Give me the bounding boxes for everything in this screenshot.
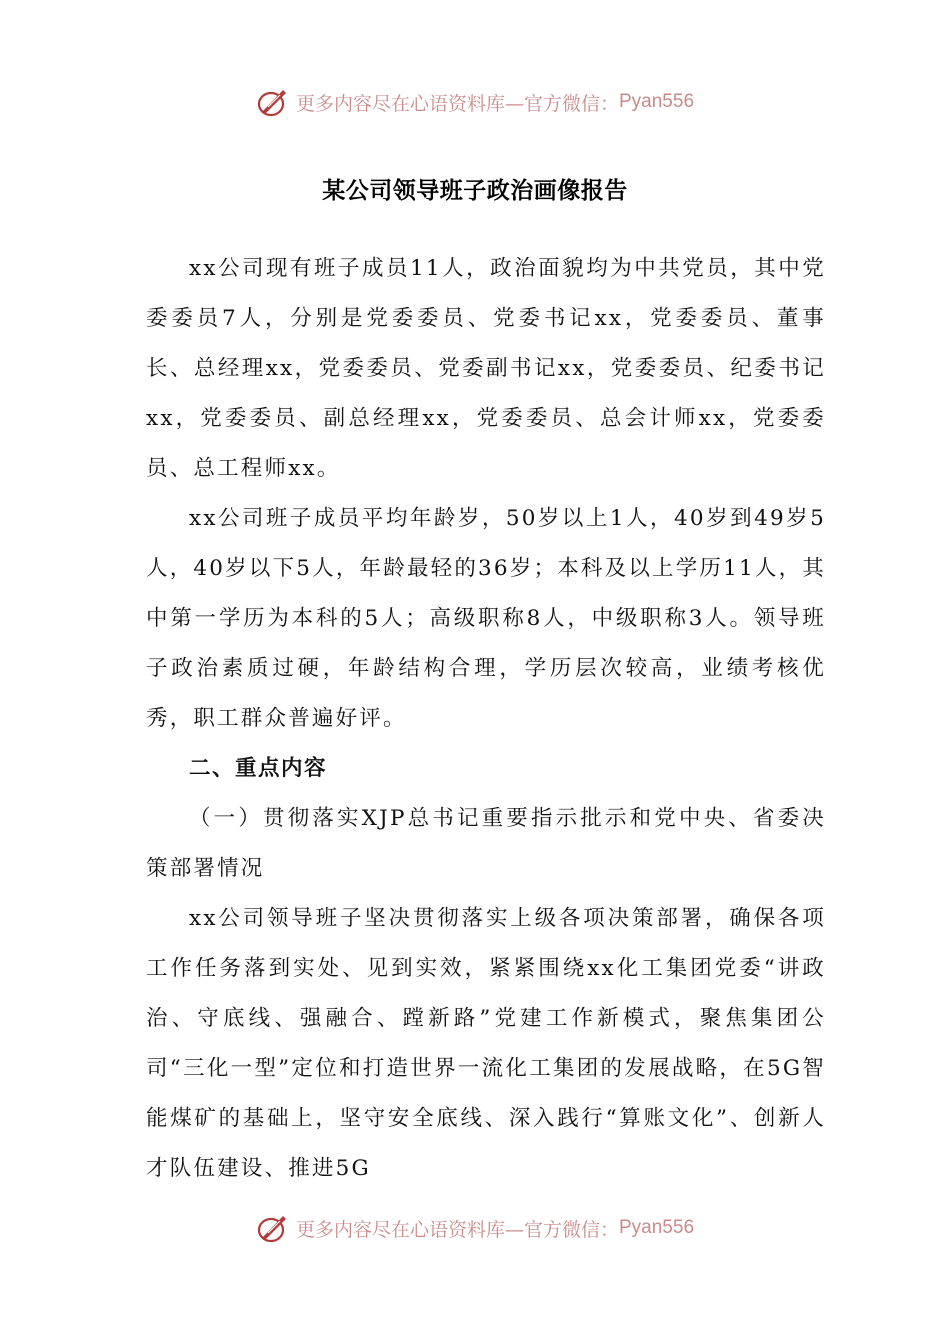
paragraph-implementation: xx公司领导班子坚决贯彻落实上级各项决策部署，确保各项工作任务落到实处、见到实效，紧紧围绕xx化工集团党委“讲政治、守底线、强融合、蹚新路”党建工作新模式，聚焦集团公司“三化一型”定位和打造世界一流化工集团的发展战略，在5G智能煤矿的基础上，坚守安全底线、深入践行“算账文化”、创新人才队伍建设、推进5G: [146, 906, 826, 1181]
banner-wechat-id: Pyan556: [619, 1217, 695, 1238]
subsection-heading: （一）贯彻落实XJP总书记重要指示批示和党中央、省委决策部署情况: [146, 806, 826, 881]
section-heading: 二、重点内容: [189, 756, 328, 781]
banner-text: 更多内容尽在心语资料库—官方微信：: [295, 92, 619, 115]
document-title: 某公司领导班子政治画像报告: [322, 177, 628, 204]
paragraph-age-structure: xx公司班子成员平均年龄岁，50岁以上1人，40岁到49岁5人，40岁以下5人，年龄最轻的36岁；本科及以上学历11人，其中第一学历为本科的5人；高级职称8人，中级职称3人。领导班子政治素质过硬，年龄结构合理，学历层次较高，业绩考核优秀，职工群众普遍好评。: [146, 506, 826, 731]
watermark-banner-top: [0, 82, 950, 122]
watermark-banner-bottom: [0, 1208, 950, 1248]
banner-wechat-id: Pyan556: [619, 91, 695, 112]
document-body: [146, 244, 826, 1194]
banner-text: 更多内容尽在心语资料库—官方微信：: [295, 1218, 619, 1241]
feather-pen-logo-icon: [256, 1211, 290, 1245]
feather-pen-logo-icon: [256, 85, 290, 119]
paragraph-members: xx公司现有班子成员11人，政治面貌均为中共党员，其中党委委员7人，分别是党委委员、党委书记xx，党委委员、董事长、总经理xx，党委委员、党委副书记xx，党委委员、纪委书记xx，党委委员、副总经理xx，党委委员、总会计师xx，党委委员、总工程师xx。: [146, 256, 826, 481]
